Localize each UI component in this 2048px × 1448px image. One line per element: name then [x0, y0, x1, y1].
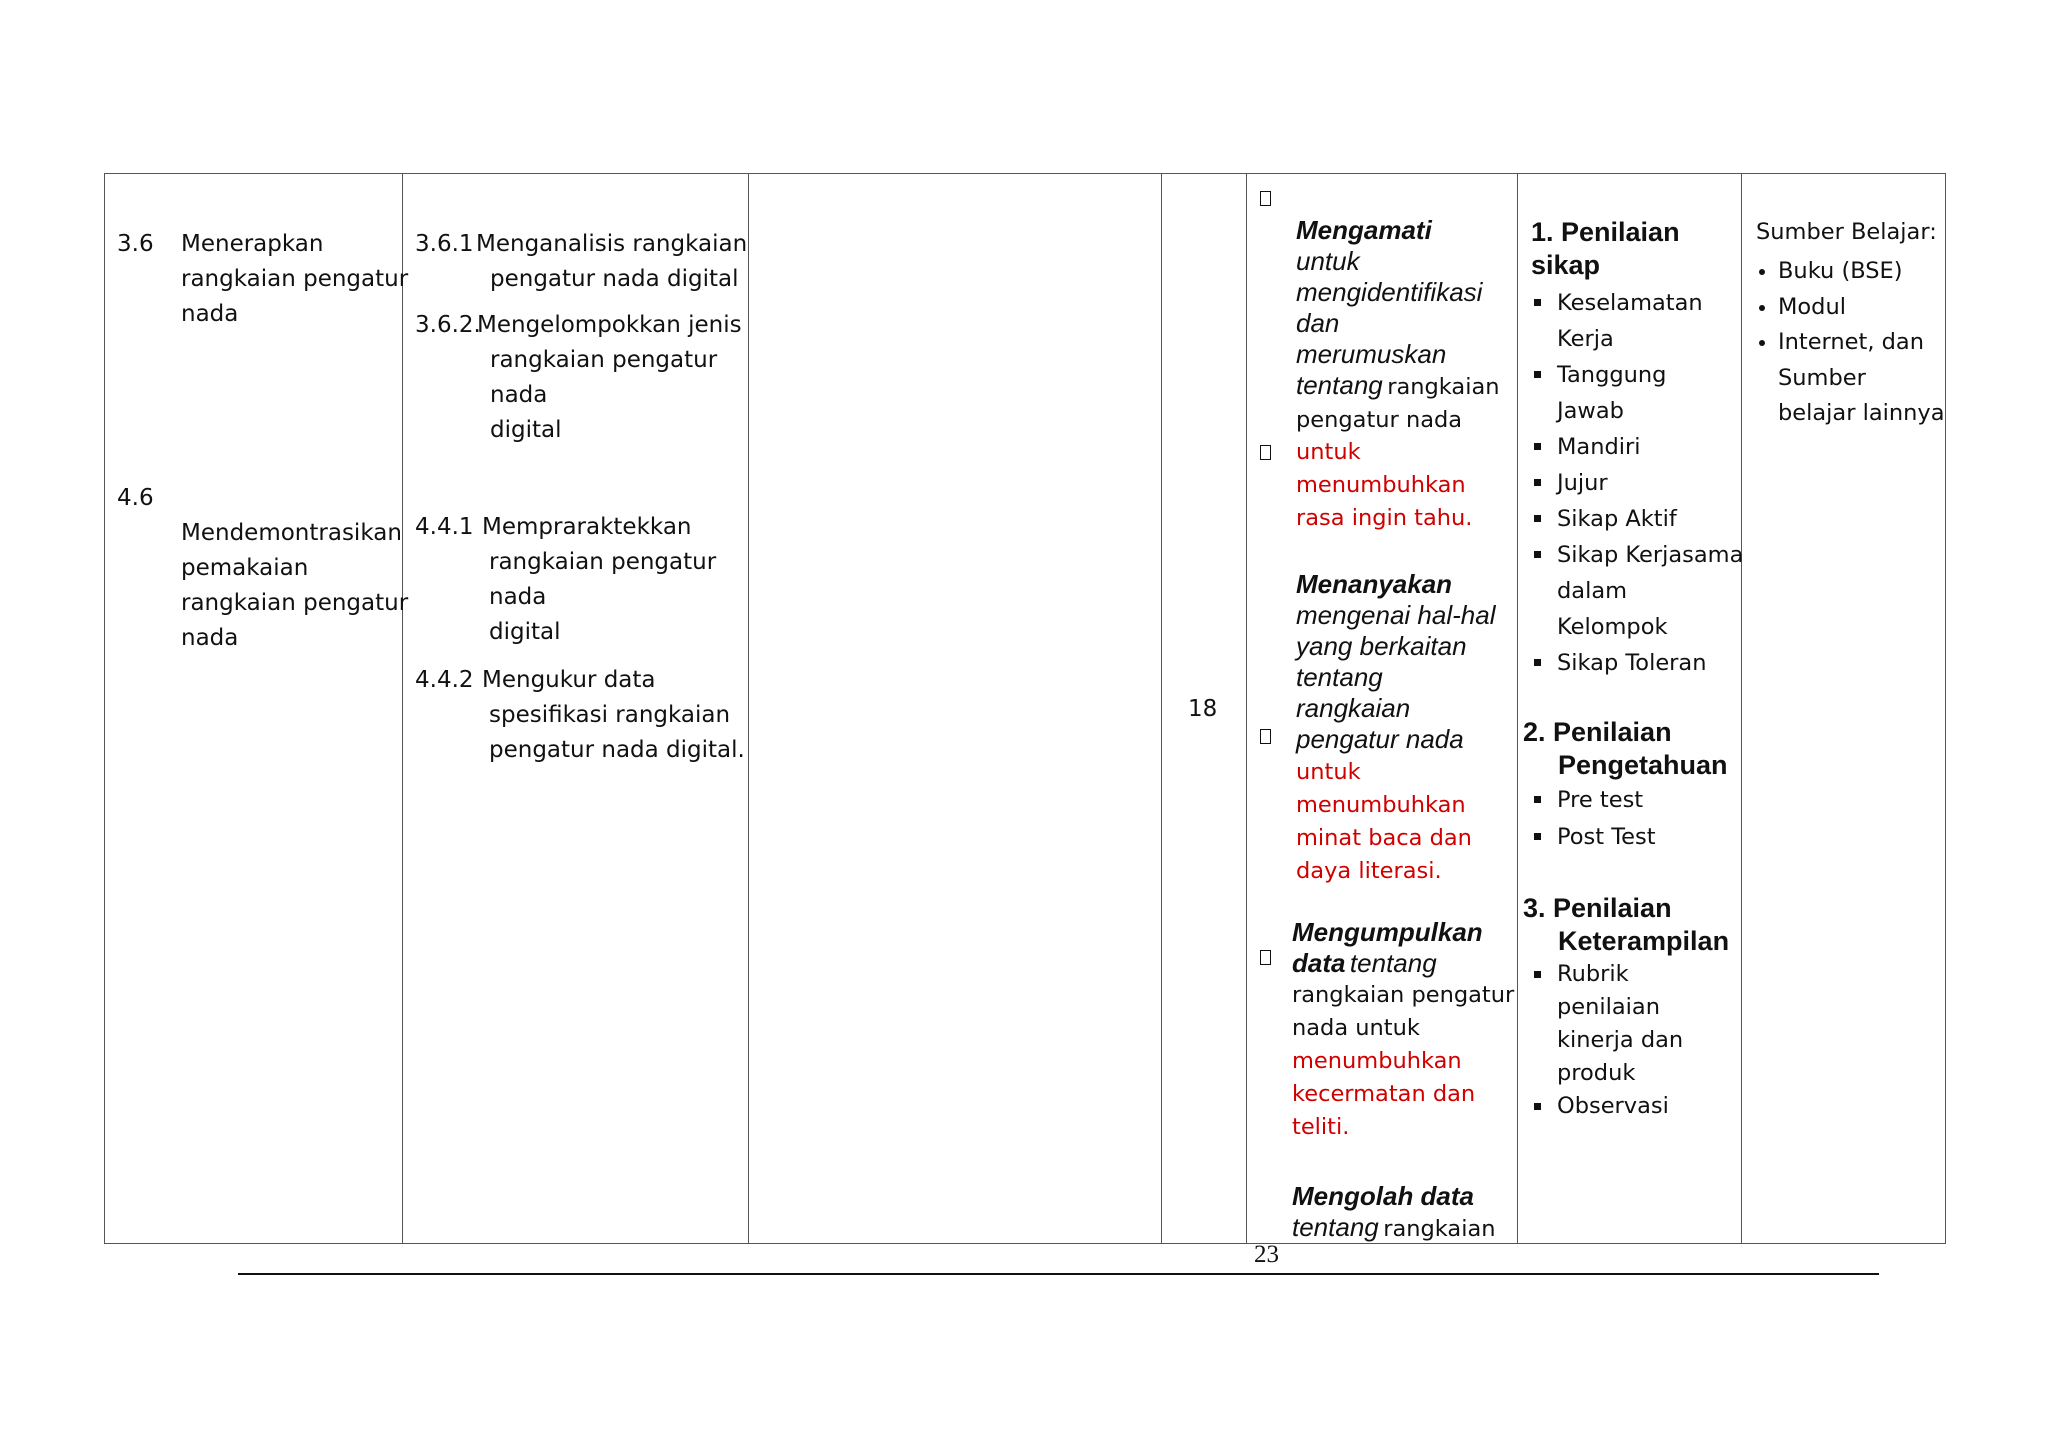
- checkbox-icon: [1260, 191, 1271, 211]
- kd-text-line: rangkaian pengatur: [181, 266, 409, 292]
- indicator-line: rangkaian pengatur: [489, 549, 717, 575]
- kd-text-line: Menerapkan: [181, 231, 324, 257]
- bullet-square-icon: [1534, 971, 1541, 978]
- column-divider: [748, 174, 749, 1243]
- learning-resources-list: [1756, 254, 1945, 432]
- character-line: kecermatan dan: [1292, 1081, 1476, 1107]
- learning-resources-title: Sumber Belajar:: [1756, 219, 1937, 245]
- bullet-square-icon: [1534, 371, 1541, 378]
- character-line: untuk: [1296, 439, 1361, 465]
- page-number: 23: [1254, 1241, 1279, 1268]
- bullet-square-icon: [1534, 833, 1541, 840]
- activity-word: rangkaian: [1387, 374, 1500, 400]
- activity-line: pengatur nada: [1296, 407, 1463, 433]
- activity-line: untuk: [1296, 246, 1360, 276]
- activity-mengolah: [1292, 1181, 1496, 1246]
- list-item: dalam: [1557, 578, 1628, 604]
- list-item: Jawab: [1557, 398, 1624, 424]
- bullet-square-icon: [1534, 1103, 1541, 1110]
- time-allocation: 18: [1188, 696, 1218, 722]
- character-line: menumbuhkan: [1296, 472, 1466, 498]
- list-item: penilaian: [1557, 994, 1660, 1020]
- list-item: Observasi: [1531, 1090, 1683, 1123]
- list-item: Kerja: [1557, 326, 1614, 352]
- kd-3-6-number: 3.6: [117, 231, 154, 257]
- activity-italic-word: tentang: [1292, 1212, 1379, 1242]
- indicator-line: digital: [489, 619, 561, 645]
- list-item: Sikap Toleran: [1531, 645, 1743, 681]
- indicator-line: pengatur nada digital: [490, 266, 739, 292]
- character-line: menumbuhkan: [1296, 792, 1466, 818]
- activity-heading: Menanyakan: [1296, 569, 1453, 599]
- character-line: untuk: [1296, 759, 1361, 785]
- character-line: rasa ingin tahu.: [1296, 505, 1473, 531]
- assessment-heading: 3. Penilaian: [1523, 893, 1672, 923]
- activity-line: mengenai hal-hal: [1296, 600, 1496, 630]
- indicator-line: Menganalisis rangkaian: [476, 231, 748, 257]
- bullet-square-icon: [1534, 299, 1541, 306]
- column-divider: [402, 174, 403, 1243]
- list-item: kinerja dan: [1557, 1027, 1684, 1053]
- pengetahuan-list: [1531, 782, 1656, 856]
- list-item: Sikap Aktif: [1531, 501, 1743, 537]
- bullet-square-icon: [1534, 479, 1541, 486]
- list-item: Internet, dan: [1756, 325, 1945, 361]
- keterampilan-list: [1531, 958, 1683, 1123]
- activity-line: rangkaian: [1296, 693, 1411, 723]
- kd-4-6-number: 4.6: [117, 485, 154, 511]
- kd-text-line: nada: [181, 625, 239, 651]
- activity-line: rangkaian pengatur: [1292, 982, 1515, 1008]
- kd-text-line: nada: [181, 301, 239, 327]
- assessment-heading: 2. Penilaian: [1523, 717, 1672, 747]
- bullet-square-icon: [1534, 443, 1541, 450]
- bullet-dot-icon: [1759, 269, 1765, 275]
- assessment-heading: sikap: [1531, 250, 1601, 280]
- checkbox-icon: [1260, 445, 1271, 465]
- assessment-heading: 1. Penilaian: [1531, 217, 1680, 247]
- indicator-4-4-2-number: 4.4.2: [415, 667, 474, 693]
- list-item: Mandiri: [1531, 429, 1743, 465]
- activity-line: [1292, 948, 1514, 979]
- bullet-square-icon: [1534, 796, 1541, 803]
- list-item: Sumber: [1778, 364, 1866, 391]
- checkbox-icon: [1260, 729, 1271, 749]
- character-line: minat baca dan: [1296, 825, 1472, 851]
- assessment-sikap: [1531, 216, 1680, 282]
- activity-character-note: [1296, 436, 1472, 535]
- character-line: daya literasi.: [1296, 858, 1442, 884]
- activity-line: nada untuk: [1292, 1015, 1420, 1041]
- assessment-heading: Keterampilan: [1558, 926, 1730, 956]
- indicator-line: Mengelompokkan jenis: [477, 312, 742, 338]
- activity-line: tentang: [1296, 662, 1383, 692]
- list-item: belajar lainnya: [1778, 400, 1945, 426]
- list-item: Tanggung: [1531, 357, 1743, 393]
- checkbox-icon: [1260, 950, 1271, 970]
- list-item: Keselamatan: [1531, 285, 1743, 321]
- indicator-4-4-1-text: [482, 510, 717, 650]
- activity-heading: Mengumpulkan: [1292, 917, 1483, 947]
- indicator-line: nada: [490, 382, 548, 408]
- character-line: menumbuhkan: [1292, 1048, 1462, 1074]
- list-item: Buku (BSE): [1756, 254, 1945, 290]
- column-divider: [1161, 174, 1162, 1243]
- activity-mengumpulkan: [1292, 917, 1514, 1144]
- column-divider: [1246, 174, 1247, 1243]
- indicator-line: digital: [490, 417, 562, 443]
- indicator-line: nada: [489, 584, 547, 610]
- activity-character-note: [1296, 756, 1472, 888]
- bullet-dot-icon: [1759, 305, 1765, 311]
- character-line: teliti.: [1292, 1114, 1350, 1140]
- indicator-line: spesifikasi rangkaian: [489, 702, 731, 728]
- bullet-square-icon: [1534, 515, 1541, 522]
- assessment-keterampilan: [1523, 892, 1729, 958]
- activity-line: mengidentifikasi: [1296, 277, 1483, 307]
- list-item: Pre test: [1531, 782, 1656, 819]
- column-divider: [1517, 174, 1518, 1243]
- indicator-3-6-2-text: [477, 308, 742, 448]
- assessment-pengetahuan: [1523, 716, 1728, 782]
- kd-text-line: rangkaian pengatur: [181, 590, 409, 616]
- activity-heading: Mengolah data: [1292, 1181, 1475, 1211]
- footer-divider: [238, 1273, 1879, 1275]
- indicator-4-4-2-text: [482, 663, 745, 768]
- indicator-3-6-1-number: 3.6.1: [415, 231, 474, 257]
- activity-menanyakan: [1296, 569, 1495, 755]
- indicator-3-6-1-text: [476, 227, 747, 297]
- kd-text-line: pemakaian: [181, 555, 309, 581]
- kd-3-6-text: [181, 227, 408, 332]
- activity-heading: Mengamati: [1296, 215, 1432, 245]
- list-item: Sikap Kerjasama: [1531, 537, 1743, 573]
- kd-4-6-text: [181, 516, 408, 656]
- kd-text-line: Mendemontrasikan: [181, 520, 402, 546]
- activity-line: merumuskan: [1296, 339, 1447, 369]
- list-item: Modul: [1756, 290, 1945, 326]
- list-item: Kelompok: [1557, 614, 1668, 640]
- assessment-heading: Pengetahuan: [1558, 750, 1728, 780]
- activity-word: rangkaian: [1383, 1216, 1496, 1242]
- activity-italic-word: tentang: [1349, 948, 1437, 978]
- activity-line: [1296, 370, 1500, 404]
- indicator-line: Mengukur data: [482, 667, 656, 693]
- list-item: Jujur: [1531, 465, 1743, 501]
- indicator-4-4-1-number: 4.4.1: [415, 514, 474, 540]
- indicator-line: rangkaian pengatur: [490, 347, 718, 373]
- bullet-square-icon: [1534, 659, 1541, 666]
- activity-line: yang berkaitan: [1296, 631, 1467, 661]
- indicator-3-6-2-number: 3.6.2.: [415, 312, 481, 338]
- activity-mengamati: [1296, 215, 1500, 437]
- list-item: Rubrik: [1531, 958, 1683, 991]
- activity-line: [1292, 1212, 1496, 1246]
- list-item: Post Test: [1531, 819, 1656, 856]
- list-item: produk: [1557, 1060, 1636, 1086]
- activity-heading: data: [1292, 948, 1346, 978]
- bullet-dot-icon: [1759, 340, 1765, 346]
- indicator-line: Mempraraktekkan: [482, 514, 692, 540]
- activity-line: dan: [1296, 308, 1340, 338]
- activity-line: pengatur nada: [1296, 724, 1464, 754]
- activity-italic-word: tentang: [1296, 370, 1383, 400]
- sikap-list: [1531, 285, 1743, 681]
- indicator-line: pengatur nada digital.: [489, 737, 745, 763]
- bullet-square-icon: [1534, 551, 1541, 558]
